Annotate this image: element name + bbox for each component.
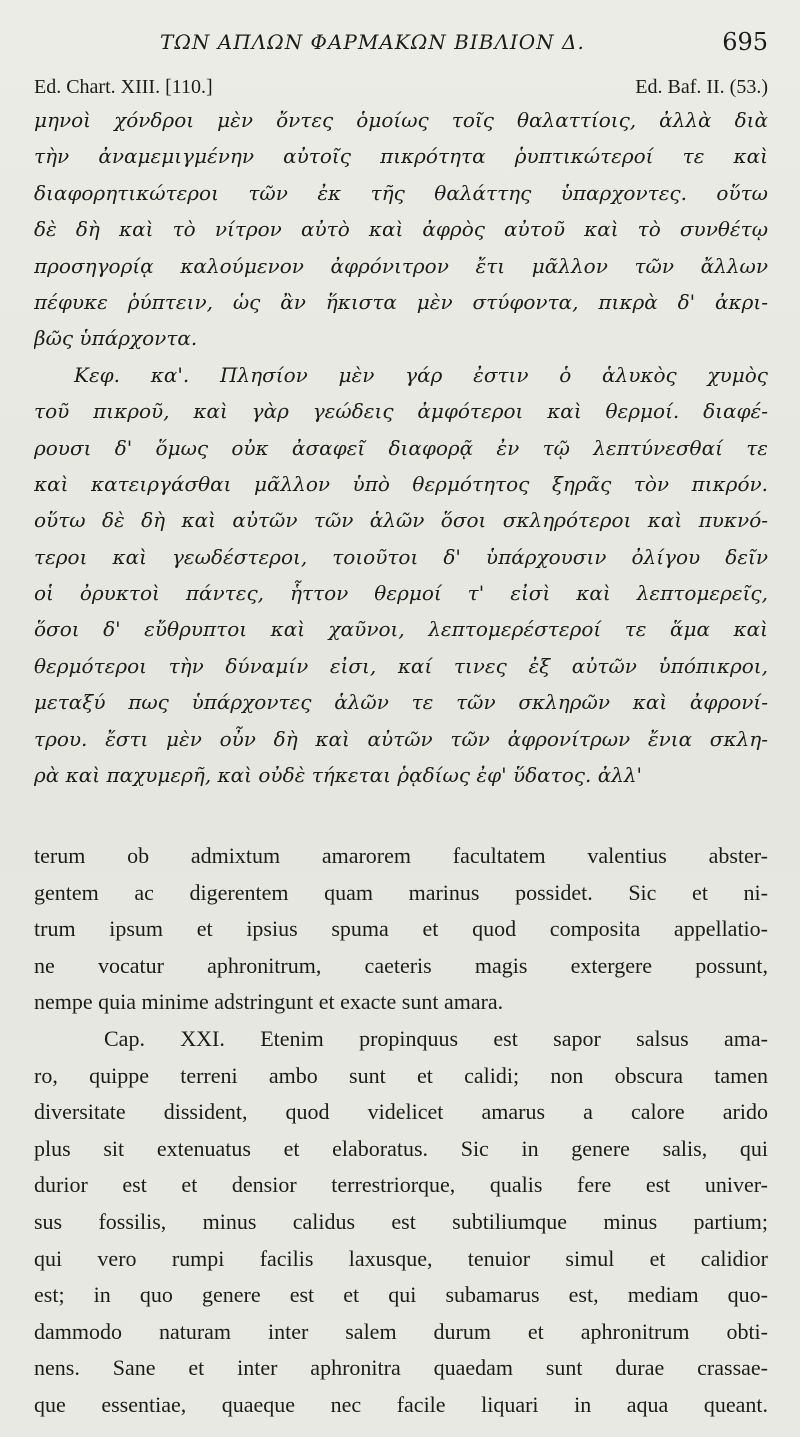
greek-line: ὅσοι δ' εὔθρυπτοι καὶ χαῦνοι, λεπτομερέστεροί τε ἅμα καὶ: [34, 617, 768, 642]
greek-line: τὴν ἀναμεμιγμένην αὐτοῖς πικρότητα ῥυπτικώτεροί τε καὶ: [34, 144, 768, 169]
latin-line: trum ipsum et ipsius spuma et quod composita appellatio-: [34, 916, 768, 942]
edition-reference-line: [34, 76, 768, 104]
greek-line: μηνοὶ χόνδροι μὲν ὄντες ὁμοίως τοῖς θαλαττίοις, ἀλλὰ διὰ: [34, 108, 768, 132]
edition-reference-basel: Ed. Baf. II. (53.): [635, 76, 768, 98]
running-head: [0, 30, 800, 60]
greek-line: οἱ ὀρυκτοὶ πάντες, ἧττον θερμοί τ' εἰσὶ καὶ λεπτομερεῖς,: [34, 581, 768, 606]
latin-line: sus fossilis, minus calidus est subtiliumque minus partium;: [34, 1208, 768, 1234]
greek-chapter-heading-line: Κεφ. κα'. Πλησίον μὲν γάρ ἐστιν ὁ ἁλυκὸς χυμὸς: [74, 362, 768, 387]
greek-line: πέφυκε ῥύπτειν, ὡς ἂν ἥκιστα μὲν στύφοντα, πικρὰ δ' ἀκρι-: [34, 289, 768, 314]
running-title: ΤΩΝ ΑΠΛΩΝ ΦΑΡΜΑΚΩΝ ΒΙΒΛΙΟΝ Δ.: [160, 30, 585, 54]
greek-line: ρουσι δ' ὅμως οὐκ ἀσαφεῖ διαφορᾷ ἐν τῷ λεπτύνεσθαί τε: [34, 435, 768, 460]
latin-line: est; in quo genere est et qui subamarus est, mediam quo-: [34, 1282, 768, 1308]
latin-line: ro, quippe terreni ambo sunt et calidi; non obscura tamen: [34, 1062, 768, 1088]
latin-line: que essentiae, quaeque nec facile liquari in aqua queant.: [34, 1391, 768, 1417]
latin-line: terum ob admixtum amarorem facultatem valentius abster-: [34, 843, 768, 868]
latin-text-block: [34, 838, 768, 1424]
latin-line: durior est et densior terrestriorque, qualis fere est univer-: [34, 1172, 768, 1198]
latin-line: diversitate dissident, quod videlicet amarus a calore arido: [34, 1099, 768, 1125]
greek-text-block: [34, 102, 768, 793]
greek-line: βῶς ὑπάρχοντα.: [34, 326, 198, 351]
greek-line: τρου. ἔστι μὲν οὖν δὴ καὶ αὐτῶν τῶν ἀφρονίτρων ἔνια σκλη-: [34, 726, 768, 751]
page-number: 695: [722, 28, 768, 56]
greek-line: τοῦ πικροῦ, καὶ γὰρ γεώδεις ἀμφότεροι καὶ θερμοί. διαφέ-: [34, 399, 768, 424]
greek-line: μεταξύ πως ὑπάρχοντες ἁλῶν τε τῶν σκληρῶν καὶ ἀφρονί-: [34, 690, 768, 715]
greek-line: οὕτω δὲ δὴ καὶ αὐτῶν τῶν ἁλῶν ὅσοι σκληρότεροι καὶ πυκνό-: [34, 508, 768, 533]
latin-line: nempe quia minime adstringunt et exacte sunt amara.: [34, 989, 504, 1015]
greek-line: καὶ κατειργάσθαι μᾶλλον ὑπὸ θερμότητος ξηρᾶς τὸν πικρόν.: [34, 471, 768, 496]
latin-chapter-heading-line: Cap. XXI. Etenim propinquus est sapor salsus ama-: [104, 1025, 768, 1051]
latin-line: gentem ac digerentem quam marinus possidet. Sic et ni-: [34, 879, 768, 905]
greek-line: δὲ δὴ καὶ τὸ νίτρον αὐτὸ καὶ ἀφρὸς αὐτοῦ καὶ τὸ συνθέτῳ: [34, 217, 768, 242]
greek-line: θερμότεροι τὴν δύναμίν εἰσι, καί τινες ἐξ αὐτῶν ὑπόπικροι,: [34, 653, 768, 678]
greek-line: διαφορητικώτεροι τῶν ἐκ τῆς θαλάττης ὑπαρχοντες. οὕτω: [34, 180, 768, 205]
latin-line: plus sit extenuatus et elaboratus. Sic in genere salis, qui: [34, 1135, 768, 1161]
latin-line: qui vero rumpi facilis laxusque, tenuior simul et calidior: [34, 1245, 768, 1271]
edition-reference-chart: Ed. Chart. XIII. [110.]: [34, 76, 213, 98]
latin-line: ne vocatur aphronitrum, caeteris magis extergere possunt,: [34, 952, 768, 978]
greek-line: τεροι καὶ γεωδέστεροι, τοιοῦτοι δ' ὑπάρχουσιν ὀλίγου δεῖν: [34, 544, 768, 569]
latin-line: nens. Sane et inter aphronitra quaedam sunt durae crassae-: [34, 1355, 768, 1381]
latin-line: dammodo naturam inter salem durum et aphronitrum obti-: [34, 1318, 768, 1344]
greek-line: προσηγορίᾳ καλούμενον ἀφρόνιτρον ἔτι μᾶλλον τῶν ἄλλων: [34, 253, 768, 278]
greek-line: ρὰ καὶ παχυμερῆ, καὶ οὐδὲ τήκεται ῥᾳδίως ἐφ' ὕδατος. ἀλλ': [34, 763, 643, 788]
